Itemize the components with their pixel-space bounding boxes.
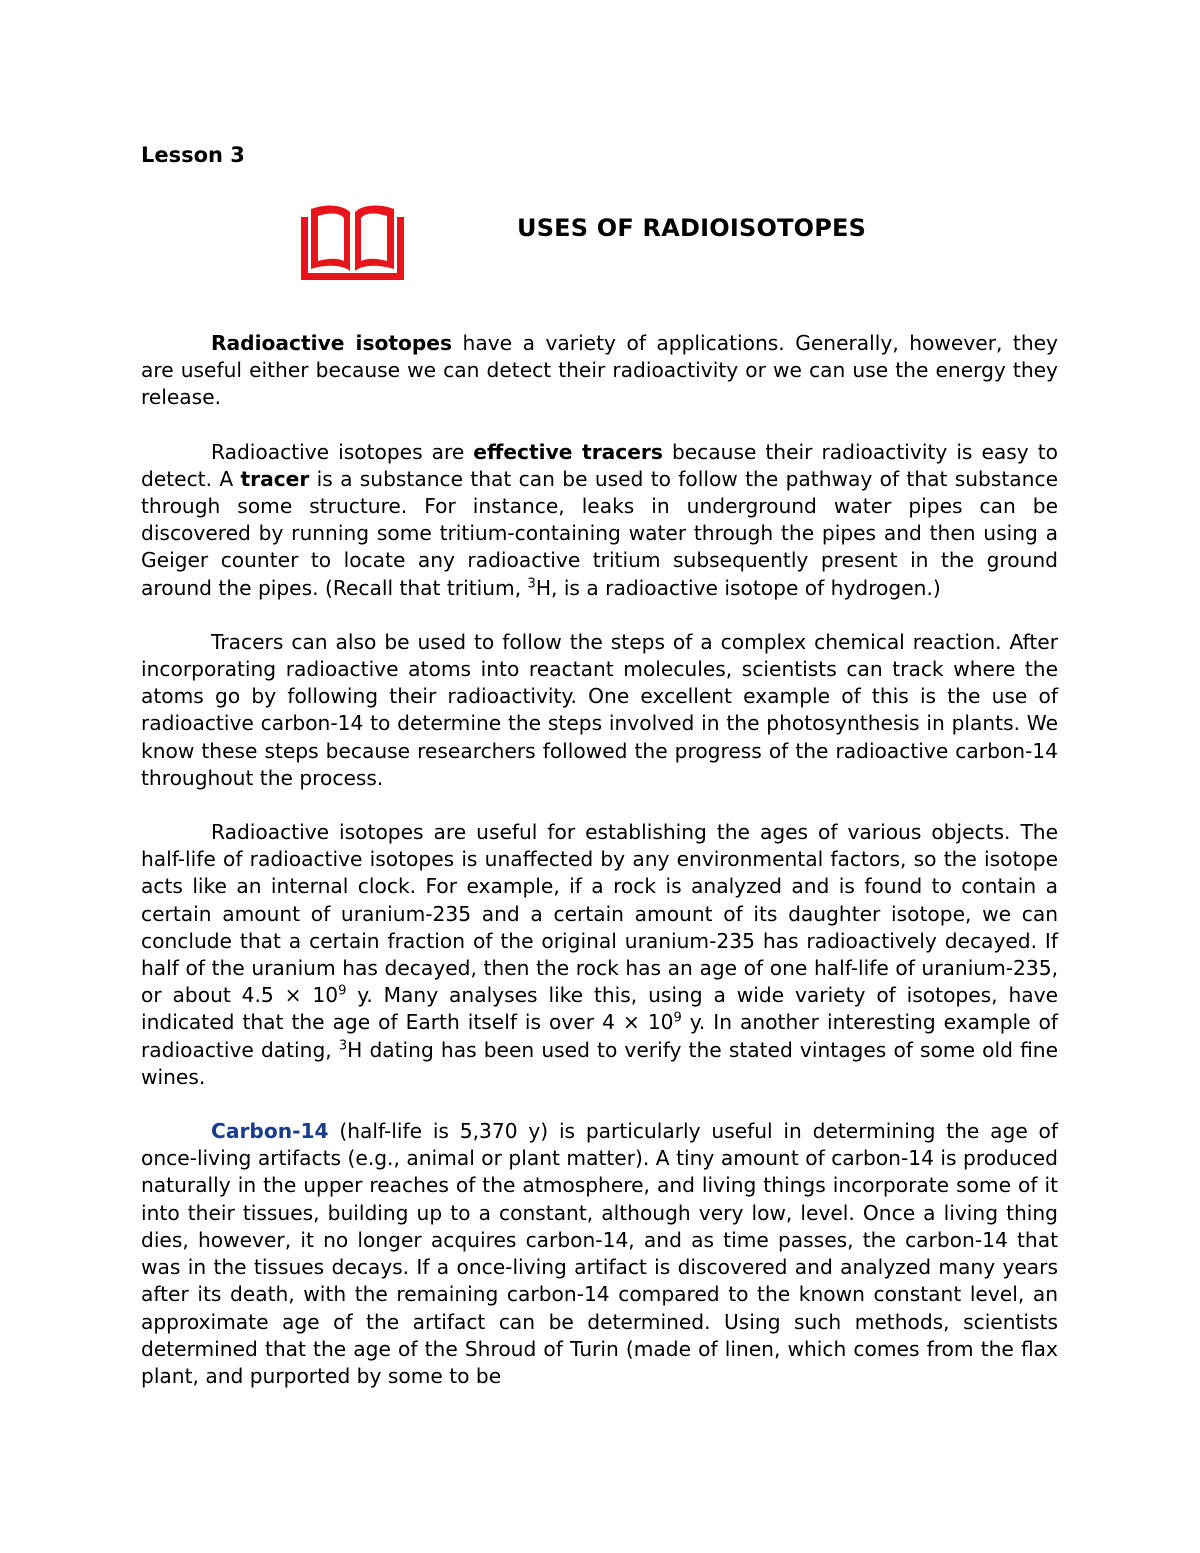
term-radioactive-isotopes: Radioactive isotopes bbox=[211, 331, 453, 355]
paragraph-radioactive-isotopes bbox=[141, 330, 1058, 412]
paragraph-chemical-reaction bbox=[141, 629, 1058, 792]
paragraph-text: H, is a radioactive isotope of hydrogen.) bbox=[535, 575, 941, 600]
paragraph-text: is a substance that can be used to follow the pathway of that substance through some structure. For instance, leaks in underground water pipes can be discovered by running some tritium-containing water through the pipes and then using a Geiger counter to locate any radioactive tritium subsequently present in the ground around the pipes. (Recall that tritium, bbox=[141, 466, 1058, 600]
term-carbon-14: Carbon-14 bbox=[211, 1119, 329, 1144]
lesson-label: Lesson 3 bbox=[141, 143, 245, 167]
superscript: 3 bbox=[527, 575, 536, 591]
term-tracer: tracer bbox=[240, 466, 310, 491]
paragraph-text: have a variety of applications. Generally, however, they are useful either because we can detect their radioactivity or we can use the energy they release. bbox=[141, 331, 1059, 410]
page-title: USES OF RADIOISOTOPES bbox=[517, 214, 867, 242]
superscript: 3 bbox=[338, 1037, 348, 1053]
paragraph-text: H dating has been used to verify the stated vintages of some old fine wines. bbox=[141, 1037, 1059, 1089]
paragraph-dating bbox=[141, 819, 1058, 1091]
paragraph-text: Radioactive isotopes are bbox=[211, 439, 474, 464]
document-body bbox=[141, 330, 1058, 1417]
superscript: 9 bbox=[338, 983, 347, 999]
term-effective-tracers: effective tracers bbox=[473, 439, 663, 464]
superscript: 9 bbox=[673, 1010, 682, 1026]
book-icon bbox=[299, 203, 406, 280]
paragraph-text: Radioactive isotopes are useful for establishing the ages of various objects. The half-life of radioactive isotopes is unaffected by any environmental factors, so the isotope acts like an internal clock. For example, if a rock is analyzed and is found to contain a certain amount of uranium-235 and a certain amount of its daughter isotope, we can conclude that a certain fraction of the original uranium-235 has radioactively decayed. If half of the uranium has decayed, then the rock has an age of one half-life of uranium-235, or about 4.5 × 10 bbox=[141, 820, 1058, 1008]
paragraph-carbon-14 bbox=[141, 1118, 1058, 1390]
paragraph-text: Tracers can also be used to follow the steps of a complex chemical reaction. After incorporating radioactive atoms into reactant molecules, scientists can track where the atoms go by following their radioactivity. One excellent example of this is the use of radioactive carbon-14 to determine the steps involved in the photosynthesis in plants. We know these steps because researchers followed the progress of the radioactive carbon-14 throughout the process. bbox=[141, 629, 1058, 790]
paragraph-tracers bbox=[141, 439, 1058, 602]
paragraph-text: y. Many analyses like this, using a wide variety of isotopes, have indicated that the age of Earth itself is over 4 × 10 bbox=[141, 983, 1058, 1035]
paragraph-text: (half-life is 5,370 y) is particularly useful in determining the age of once-living artifacts (e.g., animal or plant matter). A tiny amount of carbon-14 is produced naturally in the upper reaches of the atmosphere, and living things incorporate some of it into their tissues, building up to a constant, although very low, level. Once a living thing dies, however, it no longer acquires carbon-14, and as time passes, the carbon-14 that was in the tissues decays. If a once-living artifact is discovered and analyzed many years after its death, with the remaining carbon-14 compared to the known constant level, an approximate age of the artifact can be determined. Using such methods, scientists determined that the age of the Shroud of Turin (made of linen, which comes from the flax plant, and purported by some to be bbox=[141, 1119, 1058, 1388]
paragraph-text: because their radioactivity is easy to detect. A bbox=[141, 439, 1059, 491]
paragraph-text: y. In another interesting example of radioactive dating, bbox=[141, 1010, 1058, 1062]
